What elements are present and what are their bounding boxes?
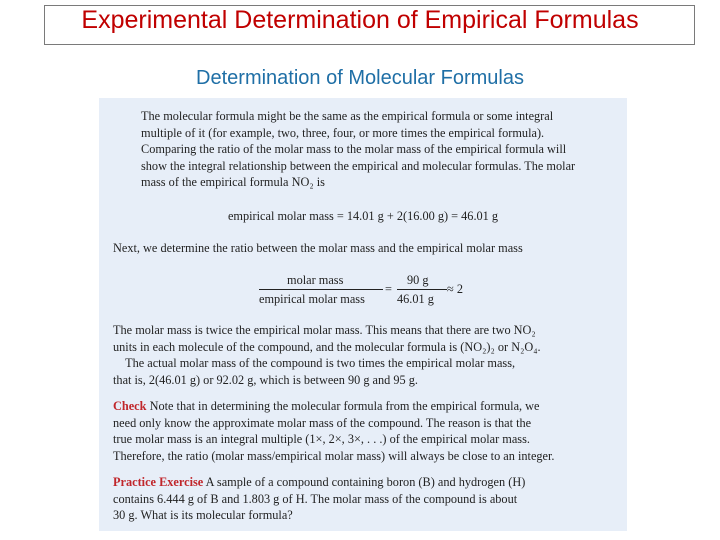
text-line: The molar mass is twice the empirical molar mass. This means that there are two NO₂ (113, 323, 536, 337)
empirical-molar-mass-equation: empirical molar mass = 14.01 g + 2(16.00 g) = 46.01 g (227, 209, 499, 223)
text-line: true molar mass is an integral multiple (1×, 2×, 3×, . . .) of the empirical molar mass. (113, 432, 530, 447)
fraction-left-numerator: molar mass (287, 273, 344, 287)
intro-paragraph (141, 108, 575, 191)
practice-label: Practice Exercise (113, 475, 204, 489)
approx-value: ≈ 2 (447, 282, 463, 296)
fraction-left-denominator: empirical molar mass (259, 292, 365, 306)
fraction-right-numerator: 90 g (407, 273, 429, 287)
text-line: Check Note that in determining the molecular formula from the empirical formula, we (113, 399, 540, 413)
text-line: The molecular formula might be the same as the empirical formula or some integral (141, 109, 554, 123)
text-line: mass of the empirical formula NO₂ is (141, 175, 325, 190)
text-line: Comparing the ratio of the molar mass to the molar mass of the empirical formula will (141, 142, 567, 157)
text-line: Practice Exercise A sample of a compound containing boron (B) and hydrogen (H) (113, 475, 526, 489)
text-line: 30 g. What is its molecular formula? (113, 508, 293, 523)
textbook-excerpt (99, 98, 627, 531)
fraction-left-bar (259, 289, 383, 290)
check-label: Check (113, 399, 147, 413)
fraction-right-bar (397, 289, 447, 290)
text-line: need only know the approximate molar mass of the compound. The reason is that the (113, 415, 532, 430)
text-line: Therefore, the ratio (molar mass/empirical molar mass) will always be close to an integer. (113, 448, 555, 463)
text-line: show the integral relationship between the empirical and molecular formulas. The molar (141, 158, 576, 173)
slide-title: Experimental Determination of Empirical Formulas (81, 6, 639, 34)
text-line: units in each molecule of the compound, and the molecular formula is (NO₂)₂ or N₂O₄. (113, 339, 541, 354)
text-line: contains 6.444 g of B and 1.803 g of H. The molar mass of the compound is about (113, 491, 518, 506)
text-line: multiple of it (for example, two, three, four, or more times the empirical formula). (141, 125, 545, 140)
practice-exercise (113, 474, 525, 524)
text-line: that is, 2(46.01 g) or 92.02 g, which is between 90 g and 95 g. (113, 372, 418, 387)
equals-sign: = (385, 282, 392, 296)
ratio-intro-line: Next, we determine the ratio between the molar mass and the empirical molar mass (113, 241, 523, 255)
ratio-fraction (257, 268, 467, 308)
text-line: The actual molar mass of the compound is two times the empirical molar mass, (113, 356, 516, 371)
fraction-right-denominator: 46.01 g (397, 292, 434, 306)
result-paragraph (113, 322, 541, 388)
check-paragraph (113, 398, 555, 464)
slide-subtitle: Determination of Molecular Formulas (196, 67, 524, 89)
